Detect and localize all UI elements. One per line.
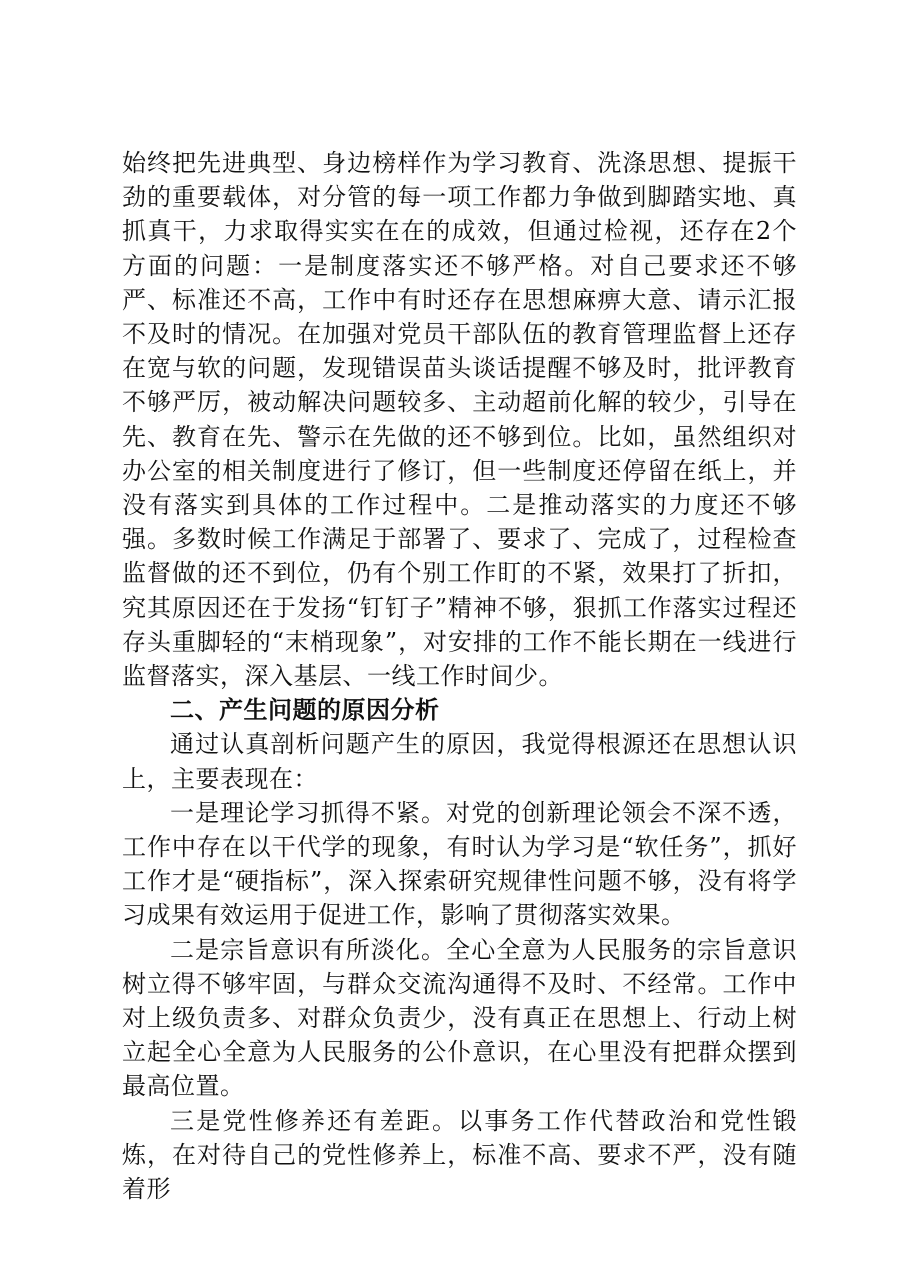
document-body <box>122 146 797 1206</box>
paragraph-problems: 始终把先进典型、身边榜样作为学习教育、洗涤思想、提振干劲的重要载体，对分管的每一项工作都力争做到脚踏实地、真抓真干，力求取得实实在在的成效，但通过检视，还存在2个方面的问题：一是制度落实还不够严格。对自己要求还不够严、标准还不高，工作中有时还存在思想麻痹大意、请示汇报不及时的情况。在加强对党员干部队伍的教育管理监督上还存在宽与软的问题，发现错误苗头谈话提醒不够及时，批评教育不够严厉，被动解决问题较多、主动超前化解的较少，引导在先、教育在先、警示在先做的还不够到位。比如，虽然组织对办公室的相关制度进行了修订，但一些制度还停留在纸上，并没有落实到具体的工作过程中。二是推动落实的力度还不够强。多数时候工作满足于部署了、要求了、完成了，过程检查监督做的还不到位，仍有个别工作盯的不紧，效果打了折扣，究其原因还在于发扬“钉钉子”精神不够，狠抓工作落实过程还存头重脚轻的“末梢现象”，对安排的工作不能长期在一线进行监督落实，深入基层、一线工作时间少。 <box>122 149 797 691</box>
section-heading-cause-analysis: 二、产生问题的原因分析 <box>170 696 440 725</box>
paragraph-purpose-awareness: 二是宗旨意识有所淡化。全心全意为人民服务的宗旨意识树立得不够牢固，与群众交流沟通得不及时、不经常。工作中对上级负责多、对群众负责少，没有真正在思想上、行动上树立起全心全意为人民服务的公仆意识，在心里没有把群众摆到最高位置。 <box>122 935 797 1101</box>
paragraph-theory-study: 一是理论学习抓得不紧。对党的创新理论领会不深不透，工作中存在以干代学的现象，有时认为学习是“软任务”，抓好工作才是“硬指标”，深入探索研究规律性问题不够，没有将学习成果有效运用于促进工作，影响了贯彻落实效果。 <box>122 798 797 930</box>
paragraph-cause-intro: 通过认真剖析问题产生的原因，我觉得根源还在思想认识上，主要表现在： <box>122 730 797 793</box>
paragraph-party-cultivation: 三是党性修养还有差距。以事务工作代替政治和党性锻炼，在对待自己的党性修养上，标准不高、要求不严，没有随着形 <box>122 1106 797 1204</box>
